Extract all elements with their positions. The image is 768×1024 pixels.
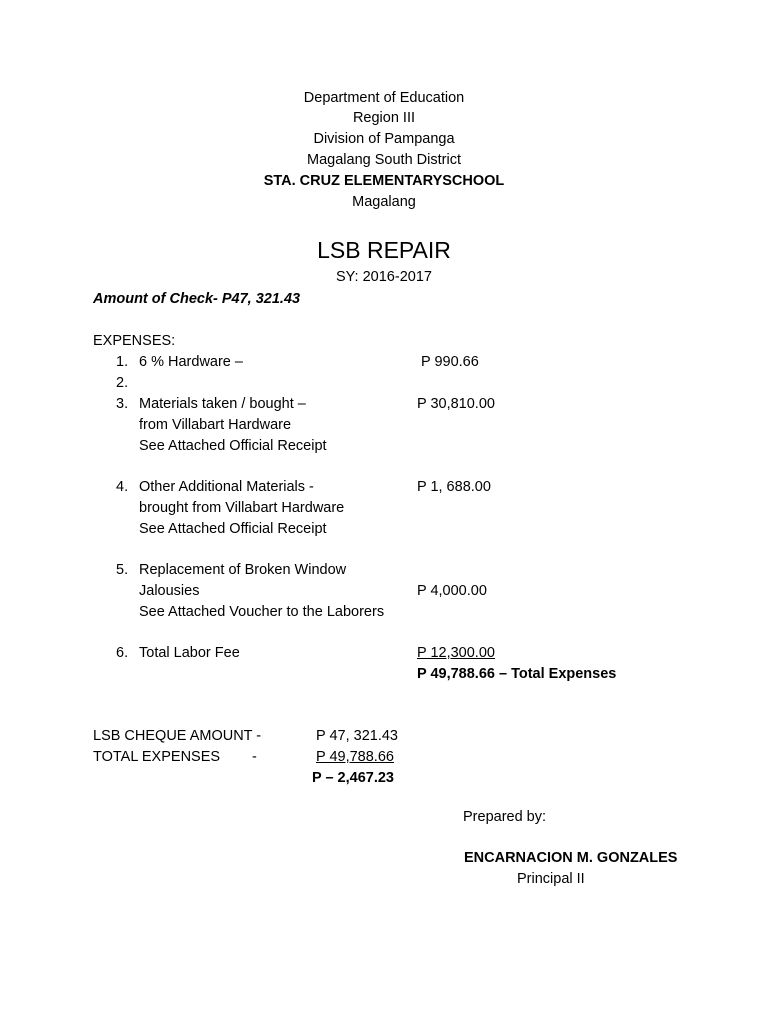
- signatory-position: Principal II: [517, 871, 585, 887]
- difference-value: P – 2,467.23: [312, 770, 394, 786]
- item-number: 4.: [116, 479, 129, 495]
- item-description: Replacement of Broken Window: [139, 562, 347, 578]
- item-description: 6 % Hardware –: [139, 354, 243, 370]
- item-description: from Villabart Hardware: [139, 417, 292, 433]
- item-number: 1.: [116, 354, 129, 370]
- item-number: 5.: [116, 562, 129, 578]
- item-amount: P 990.66: [421, 354, 479, 370]
- school-year: SY: 2016-2017: [336, 269, 432, 285]
- total-expenses-line: P 49,788.66 – Total Expenses: [417, 666, 617, 682]
- expenses-label: EXPENSES:: [93, 333, 176, 349]
- item-number: 6.: [116, 645, 129, 661]
- header-division: Division of Pampanga: [313, 131, 455, 147]
- item-number: 2.: [116, 375, 129, 391]
- item-amount: P 1, 688.00: [417, 479, 491, 495]
- total-expenses-value: P 49,788.66: [316, 749, 394, 765]
- item-description: Materials taken / bought –: [139, 396, 306, 412]
- amount-of-check: Amount of Check- P47, 321.43: [93, 291, 301, 307]
- header-town: Magalang: [352, 194, 416, 210]
- cheque-amount-label: LSB CHEQUE AMOUNT -: [93, 728, 262, 744]
- total-expenses-dash: -: [252, 749, 257, 765]
- item-description: See Attached Voucher to the Laborers: [139, 604, 385, 620]
- header-region: Region III: [352, 110, 416, 126]
- signatory-name: ENCARNACION M. GONZALES: [464, 850, 678, 866]
- item-description: See Attached Official Receipt: [139, 438, 327, 454]
- header-school: STA. CRUZ ELEMENTARYSCHOOL: [263, 173, 505, 189]
- item-description: Total Labor Fee: [139, 645, 240, 661]
- document-title: LSB REPAIR: [317, 237, 451, 263]
- item-amount: P 4,000.00: [417, 583, 487, 599]
- item-description: Other Additional Materials -: [139, 479, 314, 495]
- cheque-amount-value: P 47, 321.43: [316, 728, 398, 744]
- prepared-by-label: Prepared by:: [463, 809, 547, 825]
- header-department: Department of Education: [303, 90, 465, 106]
- item-number: 3.: [116, 396, 129, 412]
- item-description: Jalousies: [139, 583, 200, 599]
- item-amount: P 30,810.00: [417, 396, 495, 412]
- header-district: Magalang South District: [307, 152, 461, 168]
- item-description: See Attached Official Receipt: [139, 521, 327, 537]
- item-description: brought from Villabart Hardware: [139, 500, 345, 516]
- item-amount: P 12,300.00: [417, 645, 495, 661]
- total-expenses-label: TOTAL EXPENSES: [93, 749, 221, 765]
